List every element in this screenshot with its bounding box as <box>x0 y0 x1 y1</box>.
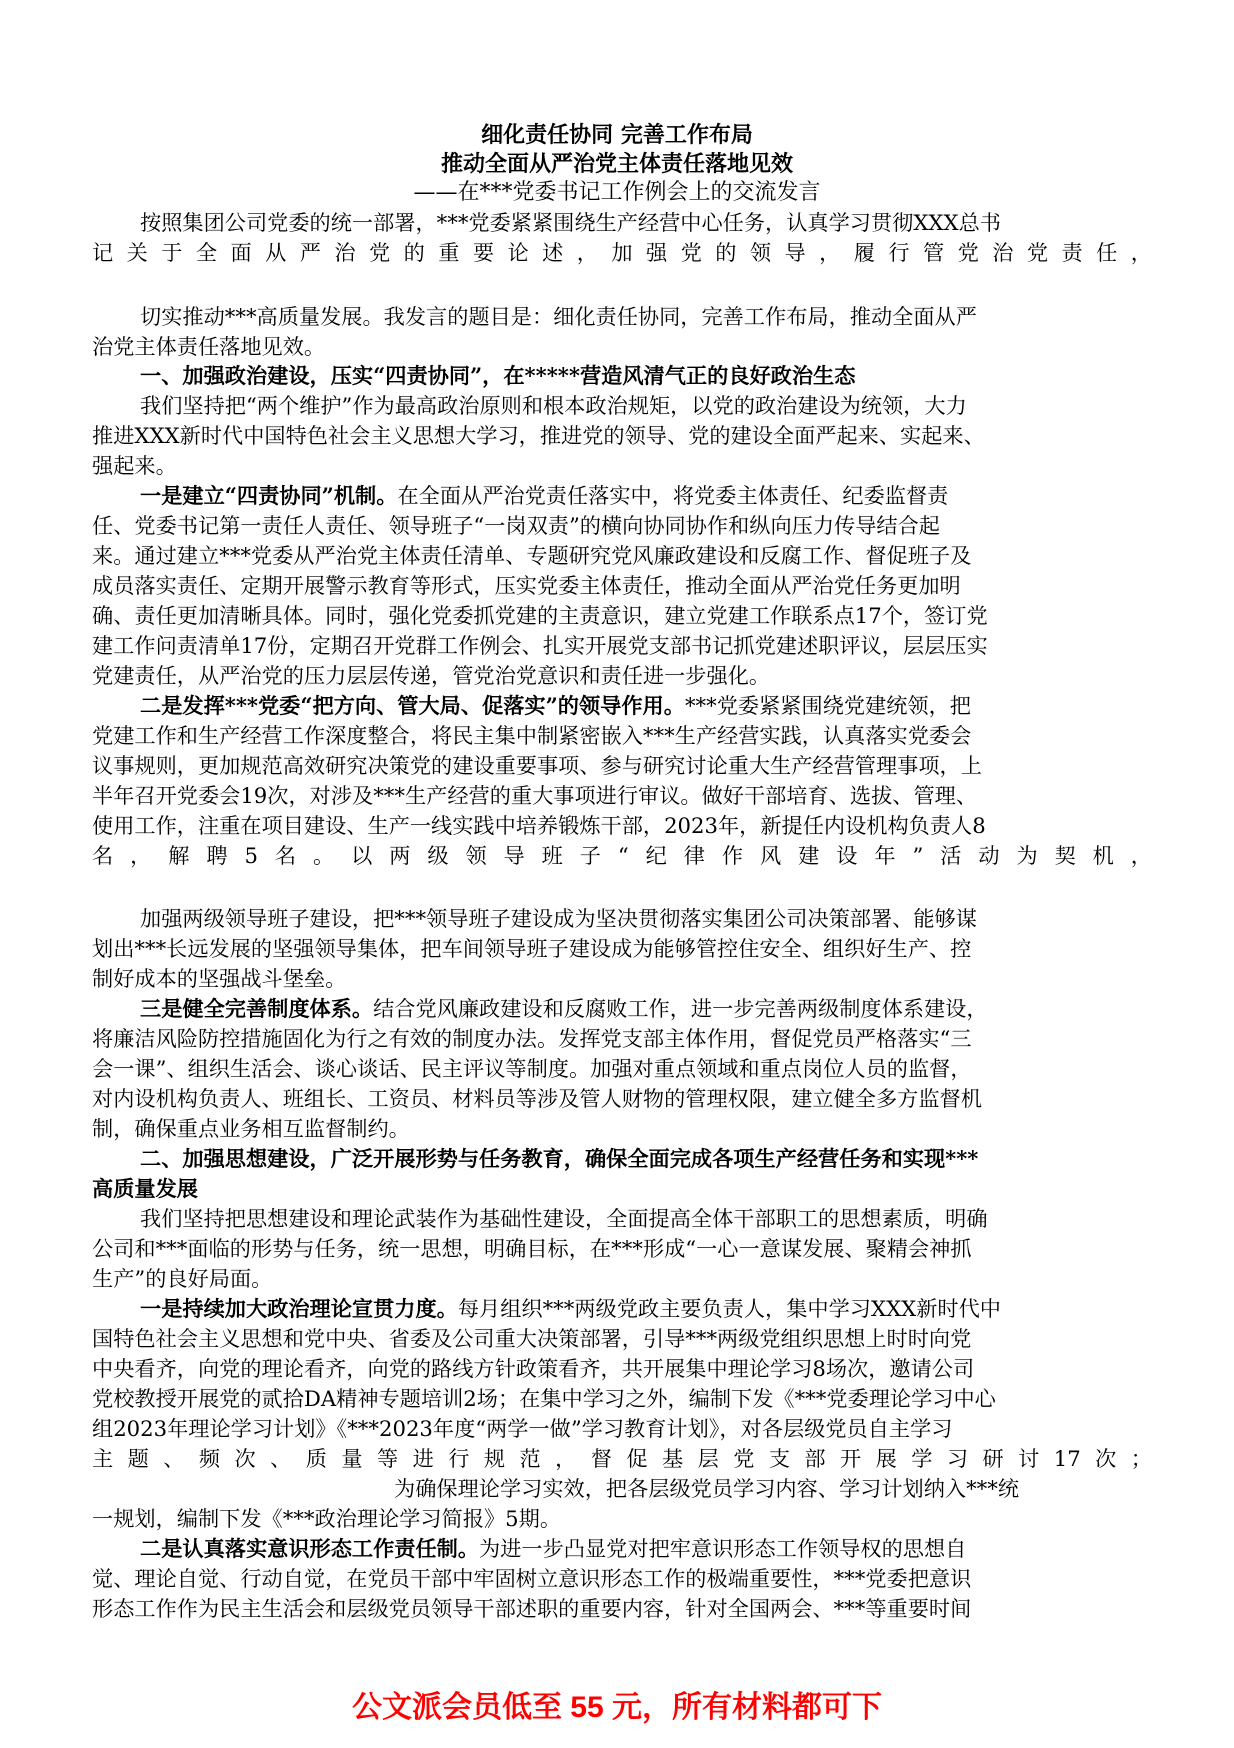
section-heading: 一、加强政治建设，压实“四责协同”，在*****营造风清气正的良好政治生态 <box>140 363 856 388</box>
paragraph-line: 确、责任更加清晰具体。同时，强化党委抓党建的主责意识，建立党建工作联系点17个，签订党 <box>92 603 988 628</box>
paragraph-line: 组2023年理论学习计划》《***2023年度“两学一做”学习教育计划》，对各层级党员自主学习 <box>92 1416 953 1441</box>
paragraph-line: 我们坚持把“两个维护”作为最高政治原则和根本政治规矩，以党的政治建设为统领，大力 <box>140 393 967 418</box>
promo-banner: 公文派会员低至 55 元，所有材料都可下 <box>351 1691 883 1724</box>
paragraph-line: 国特色社会主义思想和党中央、省委及公司重大决策部署，引导***两级党组织思想上时时向党 <box>92 1326 972 1351</box>
paragraph-line: 对内设机构负责人、班组长、工资员、材料员等涉及管人财物的管理权限，建立健全多方监督机 <box>92 1086 982 1111</box>
subsection-lead: 一是建立“四责协同”机制。 <box>140 483 398 508</box>
paragraph-text: 结合党风廉政建设和反腐败工作，进一步完善两级制度体系建设， <box>373 996 988 1021</box>
paragraph-line <box>140 691 1152 721</box>
paragraph-line <box>140 481 1152 511</box>
paragraph-line: 按照集团公司党委的统一部署，***党委紧紧围绕生产经营中心任务，认真学习贯彻XXX总书 <box>140 210 1001 235</box>
paragraph-line: 公司和***面临的形势与任务，统一思想，明确目标，在***形成“一心一意谋发展、聚精会神抓 <box>92 1236 972 1261</box>
paragraph-line: 治党主体责任落地见效。 <box>92 334 326 359</box>
paragraph-line: 半年召开党委会19次，对涉及***生产经营的重大事项进行审议。做好干部培育、选拔、管理、 <box>92 783 978 808</box>
paragraph-text: 每月组织***两级党政主要负责人，集中学习XXX新时代中 <box>457 1296 1001 1321</box>
paragraph-line: 制，确保重点业务相互监督制约。 <box>92 1116 410 1141</box>
paragraph-text: 为进一步凸显党对把牢意识形态工作领导权的思想自 <box>479 1536 967 1561</box>
document-title-line2: 推动全面从严治党主体责任落地见效 <box>440 151 793 177</box>
subsection-lead: 二是认真落实意识形态工作责任制。 <box>140 1536 480 1561</box>
paragraph-line: 将廉洁风险防控措施固化为行之有效的制度办法。发挥党支部主体作用，督促党员严格落实“三 <box>92 1026 972 1051</box>
section-heading: 高质量发展 <box>92 1176 198 1201</box>
document-title-line1: 细化责任协同 完善工作布局 <box>481 122 753 148</box>
paragraph-line: 切实推动***高质量发展。我发言的题目是：细化责任协同，完善工作布局，推动全面从严 <box>140 304 977 329</box>
subsection-lead: 二是发挥***党委“把方向、管大局、促落实”的领导作用。 <box>140 693 685 718</box>
paragraph-line: 来。通过建立***党委从严治党主体责任清单、专题研究党风廉政建设和反腐工作、督促班子及 <box>92 543 972 568</box>
paragraph-line: 推进XXX新时代中国特色社会主义思想大学习，推进党的领导、党的建设全面严起来、实起来、 <box>92 423 985 448</box>
paragraph-line: 名，解聘5名。以两级领导班子“纪律作风建设年”活动为契机， <box>92 843 1152 868</box>
paragraph-line: 制好成本的坚强战斗堡垒。 <box>92 966 347 991</box>
paragraph-line: 生产”的良好局面。 <box>92 1266 273 1291</box>
paragraph-line: 我们坚持把思想建设和理论武装作为基础性建设，全面提高全体干部职工的思想素质，明确 <box>140 1206 988 1231</box>
paragraph-line: 党校教授开展党的贰拾DA精神专题培训2场；在集中学习之外，编制下发《***党委理论学习中心 <box>92 1386 996 1411</box>
paragraph-line: 划出***长远发展的坚强领导集体，把车间领导班子建设成为能够管控住安全、组织好生产、控 <box>92 936 972 961</box>
paragraph-text: ***党委紧紧围绕党建统领，把 <box>684 693 971 718</box>
section-heading: 二、加强思想建设，广泛开展形势与任务教育，确保全面完成各项生产经营任务和实现*** <box>140 1146 979 1171</box>
paragraph-line: 党建责任，从严治党的压力层层传递，管党治党意识和责任进一步强化。 <box>92 663 771 688</box>
paragraph-line: 建工作问责清单17份，定期召开党群工作例会、扎实开展党支部书记抓党建述职评议，层层压实 <box>92 633 988 658</box>
subsection-lead: 一是持续加大政治理论宣贯力度。 <box>140 1296 458 1321</box>
paragraph-line <box>140 1534 1152 1564</box>
document-subtitle: ——在***党委书记工作例会上的交流发言 <box>413 180 821 205</box>
paragraph-line: 主题、频次、质量等进行规范，督促基层党支部开展学习研讨17次； <box>92 1446 1152 1471</box>
paragraph-line <box>140 994 1152 1024</box>
paragraph-line: 党建工作和生产经营工作深度整合，将民主集中制紧密嵌入***生产经营实践，认真落实党委会 <box>92 723 972 748</box>
paragraph-line: 成员落实责任、定期开展警示教育等形式，压实党委主体责任，推动全面从严治党任务更加明 <box>92 573 961 598</box>
paragraph-line: 议事规则，更加规范高效研究决策党的建设重要事项、参与研究讨论重大生产经营管理事项，上 <box>92 753 982 778</box>
paragraph-line: 使用工作，注重在项目建设、生产一线实践中培养锻炼干部，2023年，新提任内设机构负责人8 <box>92 813 986 838</box>
paragraph-line: 加强两级领导班子建设，把***领导班子建设成为坚决贯彻落实集团公司决策部署、能够谋 <box>140 906 977 931</box>
paragraph-line: 中央看齐，向党的理论看齐，向党的路线方针政策看齐，共开展集中理论学习8场次，邀请公司 <box>92 1356 975 1381</box>
paragraph-line: 强起来。 <box>92 453 177 478</box>
paragraph-line: 会一课”、组织生活会、谈心谈话、民主评议等制度。加强对重点领域和重点岗位人员的监督， <box>92 1056 972 1081</box>
paragraph-line: 为确保理论学习实效，把各层级党员学习内容、学习计划纳入***统 <box>394 1476 1020 1501</box>
paragraph-text: 在全面从严治党责任落实中，将党委主体责任、纪委监督责 <box>397 483 949 508</box>
subsection-lead: 三是健全完善制度体系。 <box>140 996 374 1021</box>
paragraph-line: 觉、理论自觉、行动自觉，在党员干部中牢固树立意识形态工作的极端重要性，***党委把意识 <box>92 1566 972 1591</box>
paragraph-line: 记关于全面从严治党的重要论述，加强党的领导，履行管党治党责任， <box>92 240 1152 265</box>
paragraph-line: 一规划，编制下发《***政治理论学习简报》5期。 <box>92 1506 562 1531</box>
paragraph-line <box>140 1294 1152 1324</box>
paragraph-line: 任、党委书记第一责任人责任、领导班子“一岗双责”的横向协同协作和纵向压力传导结合起 <box>92 513 940 538</box>
paragraph-line: 形态工作作为民主生活会和层级党员领导干部述职的重要内容，针对全国两会、***等重要时间 <box>92 1596 972 1621</box>
